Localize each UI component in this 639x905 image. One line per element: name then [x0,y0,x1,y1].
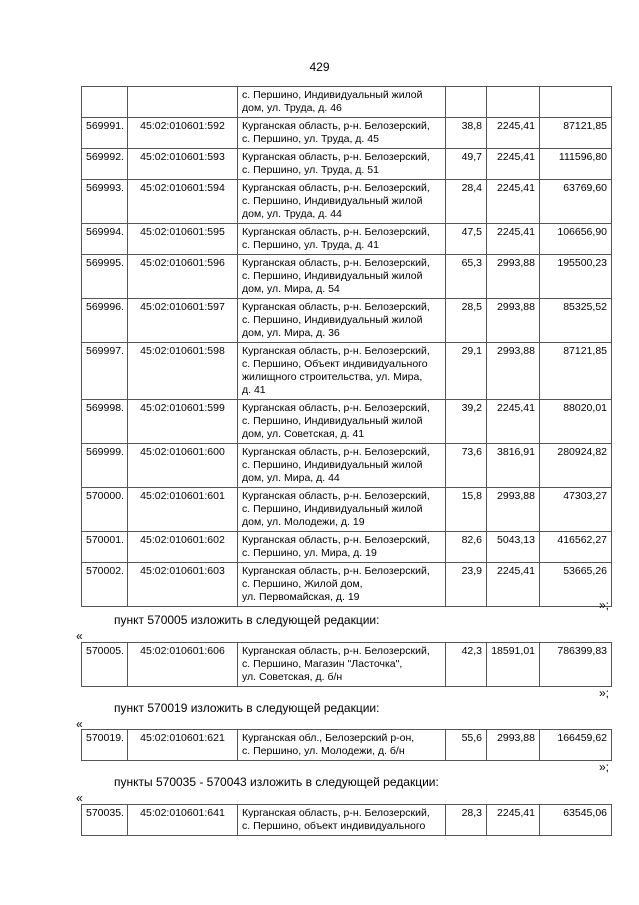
cadastral-number-cell: 45:02:010601:621 [128,730,238,761]
table-row [82,299,612,343]
cadastral-value-cell: 87121,85 [540,118,612,149]
address-line: с. Першино, Индивидуальный жилой [242,195,423,207]
address-line: с. Першино, Объект индивидуального [242,358,428,370]
closing-quote: »; [598,686,609,700]
area-cell: 73,6 [446,444,487,488]
address-cell [238,444,446,488]
price-per-unit-cell: 2245,41 [487,563,540,607]
address-cell [238,180,446,224]
area-cell: 28,5 [446,299,487,343]
address-cell [238,730,446,761]
area-cell: 29,1 [446,343,487,400]
cadastral-value-cell: 195500,23 [540,255,612,299]
address-line: с. Першино, объект индивидуального [242,820,426,832]
table-row [82,730,612,761]
address-line: Курганская область, р-н. Белозерский, [242,151,430,163]
amendment-paragraph: пункт 570005 изложить в следующей редакции: [114,613,380,627]
address-line: с. Першино, ул. Мира, д. 19 [242,547,377,559]
address-line: дом, ул. Мира, д. 54 [242,283,340,295]
price-per-unit-cell: 2245,41 [487,805,540,836]
address-cell [238,343,446,400]
address-line: с. Першино, ул. Труда, д. 51 [242,164,379,176]
address-line: дом, ул. Советская, д. 41 [242,428,365,440]
table-row [82,180,612,224]
address-cell [238,400,446,444]
property-table-main [81,86,612,607]
address-line: Курганская область, р-н. Белозерский, [242,446,430,458]
address-cell [238,87,446,118]
price-per-unit-cell: 2245,41 [487,149,540,180]
row-number-cell: 569998. [82,400,128,444]
address-cell [238,488,446,532]
area-cell: 23,9 [446,563,487,607]
address-line: Курганская область, р-н. Белозерский, [242,182,430,194]
property-table-570019 [81,729,612,761]
address-cell [238,643,446,687]
area-cell: 28,3 [446,805,487,836]
address-line: дом, ул. Молодежи, д. 19 [242,516,365,528]
price-per-unit-cell: 2993,88 [487,299,540,343]
table-row [82,118,612,149]
area-cell [446,87,487,118]
cadastral-value-cell: 53665,26 [540,563,612,607]
address-cell [238,805,446,836]
opening-quote: « [76,717,83,731]
row-number-cell: 570035. [82,805,128,836]
price-per-unit-cell [487,87,540,118]
area-cell: 82,6 [446,532,487,563]
cadastral-number-cell: 45:02:010601:601 [128,488,238,532]
address-line: с. Першино, ул. Труда, д. 45 [242,133,379,145]
address-cell [238,149,446,180]
address-line: с. Першино, ул. Молодежи, д. б/н [242,745,405,757]
address-line: с. Першино, Индивидуальный жилой [242,459,423,471]
row-number-cell: 569991. [82,118,128,149]
page-number: 429 [309,60,330,74]
address-cell [238,255,446,299]
cadastral-value-cell: 63769,60 [540,180,612,224]
address-line: Курганская область, р-н. Белозерский, [242,257,430,269]
area-cell: 38,8 [446,118,487,149]
address-line: с. Першино, ул. Труда, д. 41 [242,239,379,251]
cadastral-value-cell: 106656,90 [540,224,612,255]
row-number-cell: 569997. [82,343,128,400]
address-line: жилищного строительства, ул. Мира, [242,371,423,383]
row-number-cell: 570000. [82,488,128,532]
address-line: Курганская область, р-н. Белозерский, [242,226,430,238]
cadastral-number-cell: 45:02:010601:599 [128,400,238,444]
row-number-cell: 569995. [82,255,128,299]
table-row [82,224,612,255]
area-cell: 47,5 [446,224,487,255]
cadastral-value-cell: 416562,27 [540,532,612,563]
address-line: с. Першино, Жилой дом, [242,578,363,590]
table-row [82,400,612,444]
cadastral-number-cell: 45:02:010601:595 [128,224,238,255]
table-row [82,87,612,118]
address-line: дом, ул. Труда, д. 46 [242,102,342,114]
property-table-570035 [81,804,612,836]
address-line: Курганская область, р-н. Белозерский, [242,565,430,577]
row-number-cell: 570002. [82,563,128,607]
closing-quote: »; [598,598,609,612]
address-line: с. Першино, Индивидуальный жилой [242,503,423,515]
price-per-unit-cell: 2993,88 [487,343,540,400]
address-line: с. Першино, Индивидуальный жилой [242,89,423,101]
cadastral-number-cell: 45:02:010601:592 [128,118,238,149]
cadastral-value-cell: 85325,52 [540,299,612,343]
row-number-cell: 569999. [82,444,128,488]
price-per-unit-cell: 2245,41 [487,180,540,224]
address-line: Курганская обл., Белозерский р-он, [242,732,415,744]
price-per-unit-cell: 2993,88 [487,255,540,299]
row-number-cell: 570005. [82,643,128,687]
address-cell [238,299,446,343]
table-row [82,255,612,299]
address-line: Курганская область, р-н. Белозерский, [242,490,430,502]
address-line: Курганская область, р-н. Белозерский, [242,345,430,357]
price-per-unit-cell: 5043,13 [487,532,540,563]
area-cell: 28,4 [446,180,487,224]
cadastral-number-cell: 45:02:010601:600 [128,444,238,488]
table-row [82,532,612,563]
cadastral-value-cell: 87121,85 [540,343,612,400]
address-cell [238,118,446,149]
row-number-cell [82,87,128,118]
address-line: дом, ул. Труда, д. 44 [242,208,342,220]
property-table-570005 [81,642,612,687]
address-line: с. Першино, Индивидуальный жилой [242,314,423,326]
row-number-cell: 569993. [82,180,128,224]
area-cell: 55,6 [446,730,487,761]
address-line: с. Першино, Магазин "Ласточка", [242,658,403,670]
cadastral-number-cell: 45:02:010601:641 [128,805,238,836]
area-cell: 39,2 [446,400,487,444]
table-row [82,444,612,488]
table-row [82,343,612,400]
opening-quote: « [76,791,83,805]
price-per-unit-cell: 2993,88 [487,730,540,761]
cadastral-value-cell: 166459,62 [540,730,612,761]
cadastral-value-cell: 63545,06 [540,805,612,836]
table-row [82,488,612,532]
area-cell: 65,3 [446,255,487,299]
cadastral-number-cell: 45:02:010601:603 [128,563,238,607]
cadastral-number-cell: 45:02:010601:598 [128,343,238,400]
cadastral-number-cell: 45:02:010601:597 [128,299,238,343]
address-line: Курганская область, р-н. Белозерский, [242,534,430,546]
cadastral-value-cell: 88020,01 [540,400,612,444]
cadastral-value-cell: 280924,82 [540,444,612,488]
table-row [82,643,612,687]
cadastral-value-cell: 786399,83 [540,643,612,687]
address-line: Курганская область, р-н. Белозерский, [242,402,430,414]
address-line: Курганская область, р-н. Белозерский, [242,807,430,819]
address-line: дом, ул. Мира, д. 36 [242,327,340,339]
cadastral-number-cell: 45:02:010601:593 [128,149,238,180]
address-line: Курганская область, р-н. Белозерский, [242,301,430,313]
table-row [82,563,612,607]
address-line: д. 41 [242,384,266,396]
area-cell: 42,3 [446,643,487,687]
cadastral-value-cell [540,87,612,118]
cadastral-number-cell: 45:02:010601:606 [128,643,238,687]
row-number-cell: 569994. [82,224,128,255]
address-cell [238,224,446,255]
cadastral-value-cell: 47303,27 [540,488,612,532]
price-per-unit-cell: 18591,01 [487,643,540,687]
table-row [82,149,612,180]
row-number-cell: 570001. [82,532,128,563]
address-line: Курганская область, р-н. Белозерский, [242,645,430,657]
cadastral-number-cell [128,87,238,118]
amendment-paragraph: пункт 570019 изложить в следующей редакции: [114,701,380,715]
cadastral-number-cell: 45:02:010601:596 [128,255,238,299]
amendment-paragraph: пункты 570035 - 570043 изложить в следующей редакции: [114,775,439,789]
table-row [82,805,612,836]
price-per-unit-cell: 3816,91 [487,444,540,488]
address-line: ул. Первомайская, д. 19 [242,591,360,603]
row-number-cell: 569992. [82,149,128,180]
address-line: с. Першино, Индивидуальный жилой [242,415,423,427]
area-cell: 15,8 [446,488,487,532]
price-per-unit-cell: 2993,88 [487,488,540,532]
price-per-unit-cell: 2245,41 [487,400,540,444]
row-number-cell: 569996. [82,299,128,343]
opening-quote: « [76,629,83,643]
price-per-unit-cell: 2245,41 [487,224,540,255]
cadastral-number-cell: 45:02:010601:602 [128,532,238,563]
row-number-cell: 570019. [82,730,128,761]
address-line: ул. Советская, д. б/н [242,671,343,683]
price-per-unit-cell: 2245,41 [487,118,540,149]
cadastral-value-cell: 111596,80 [540,149,612,180]
address-line: дом, ул. Мира, д. 44 [242,472,340,484]
address-line: с. Першино, Индивидуальный жилой [242,270,423,282]
cadastral-number-cell: 45:02:010601:594 [128,180,238,224]
address-cell [238,532,446,563]
address-cell [238,563,446,607]
address-line: Курганская область, р-н. Белозерский, [242,120,430,132]
area-cell: 49,7 [446,149,487,180]
closing-quote: »; [598,760,609,774]
